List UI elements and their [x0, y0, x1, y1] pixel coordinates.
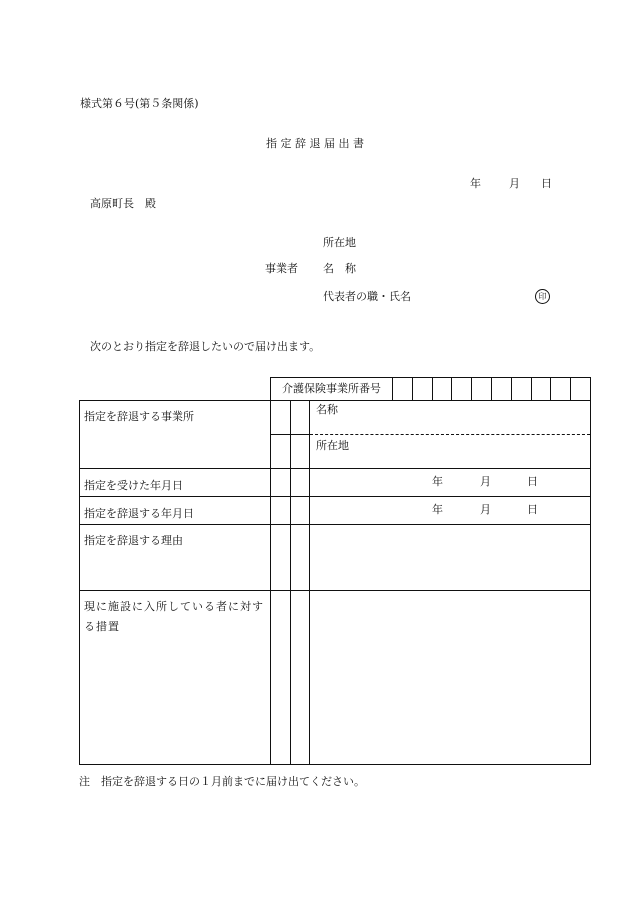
office-number-digit-box: [512, 378, 532, 400]
withdrawal-date-narrow-cell: [291, 497, 310, 524]
designated-date-narrow-cell: [291, 469, 310, 496]
office-number-digit-box: [393, 378, 413, 400]
statement-text: 次のとおり指定を辞退したいので届け出ます。: [90, 340, 321, 353]
office-number-row: [270, 377, 591, 401]
applicant-representative-label: 代表者の職・氏名: [323, 290, 411, 303]
withdrawal-year-label: 年: [432, 503, 443, 516]
designated-day-label: 日: [527, 475, 538, 488]
office-number-digit-box: [532, 378, 552, 400]
office-name-field: [310, 401, 590, 435]
reason-narrow-cell: [291, 525, 310, 590]
designated-date-field: [310, 469, 590, 496]
designated-date-narrow-cell: [271, 469, 291, 496]
office-narrow-cell-top: [271, 401, 290, 435]
document-title: 指 定 辞 退 届 出 書: [266, 137, 364, 150]
reason-label: 指定を辞退する理由: [80, 525, 271, 590]
office-narrow-cell: [291, 401, 310, 468]
withdrawal-table: [79, 400, 591, 765]
office-address-label: 所在地: [316, 439, 349, 452]
office-address-field: [310, 435, 590, 468]
withdrawal-date-label: 指定を辞退する年月日: [80, 497, 271, 524]
measures-field: [310, 591, 590, 764]
office-number-label: 介護保険事業所番号: [271, 378, 393, 400]
table-row-designated-date: [80, 468, 590, 496]
office-number-digit-box: [452, 378, 472, 400]
table-row-reason: [80, 524, 590, 590]
withdrawal-date-narrow-cell: [271, 497, 291, 524]
designated-year-label: 年: [432, 475, 443, 488]
table-row-measures: [80, 590, 590, 764]
office-narrow-cell: [271, 401, 291, 468]
office-number-digit-box: [433, 378, 453, 400]
date-day-label: 日: [541, 177, 552, 190]
office-content-cell: [310, 401, 590, 468]
footnote: 注 指定を辞退する日の１月前までに届け出てください。: [79, 775, 365, 788]
reason-field: [310, 525, 590, 590]
measures-narrow-cell: [291, 591, 310, 764]
office-label: 指定を辞退する事業所: [80, 401, 271, 468]
date-year-label: 年: [470, 177, 481, 190]
applicant-group-label: 事業者: [265, 262, 298, 275]
office-name-label: 名称: [316, 403, 338, 416]
office-number-digit-box: [551, 378, 571, 400]
withdrawal-month-label: 月: [480, 503, 491, 516]
office-number-digit-box: [472, 378, 492, 400]
date-month-label: 月: [509, 177, 520, 190]
seal-mark: 印: [535, 289, 550, 304]
designated-month-label: 月: [480, 475, 491, 488]
measures-label: 現に施設に入所している者に対する措置: [80, 591, 271, 764]
office-number-digit-box: [492, 378, 512, 400]
withdrawal-date-field: [310, 497, 590, 524]
reason-narrow-cell: [271, 525, 291, 590]
table-row-office: [80, 401, 590, 468]
office-number-digit-box: [413, 378, 433, 400]
measures-narrow-cell: [271, 591, 291, 764]
table-row-withdrawal-date: [80, 496, 590, 524]
addressee: 高原町長 殿: [90, 197, 156, 210]
office-narrow-cell-top: [291, 401, 309, 435]
office-number-digit-box: [571, 378, 590, 400]
withdrawal-day-label: 日: [527, 503, 538, 516]
designated-date-label: 指定を受けた年月日: [80, 469, 271, 496]
applicant-address-label: 所在地: [323, 236, 356, 249]
applicant-name-label: 名 称: [323, 262, 356, 275]
form-number: 様式第６号(第５条関係): [80, 97, 199, 110]
